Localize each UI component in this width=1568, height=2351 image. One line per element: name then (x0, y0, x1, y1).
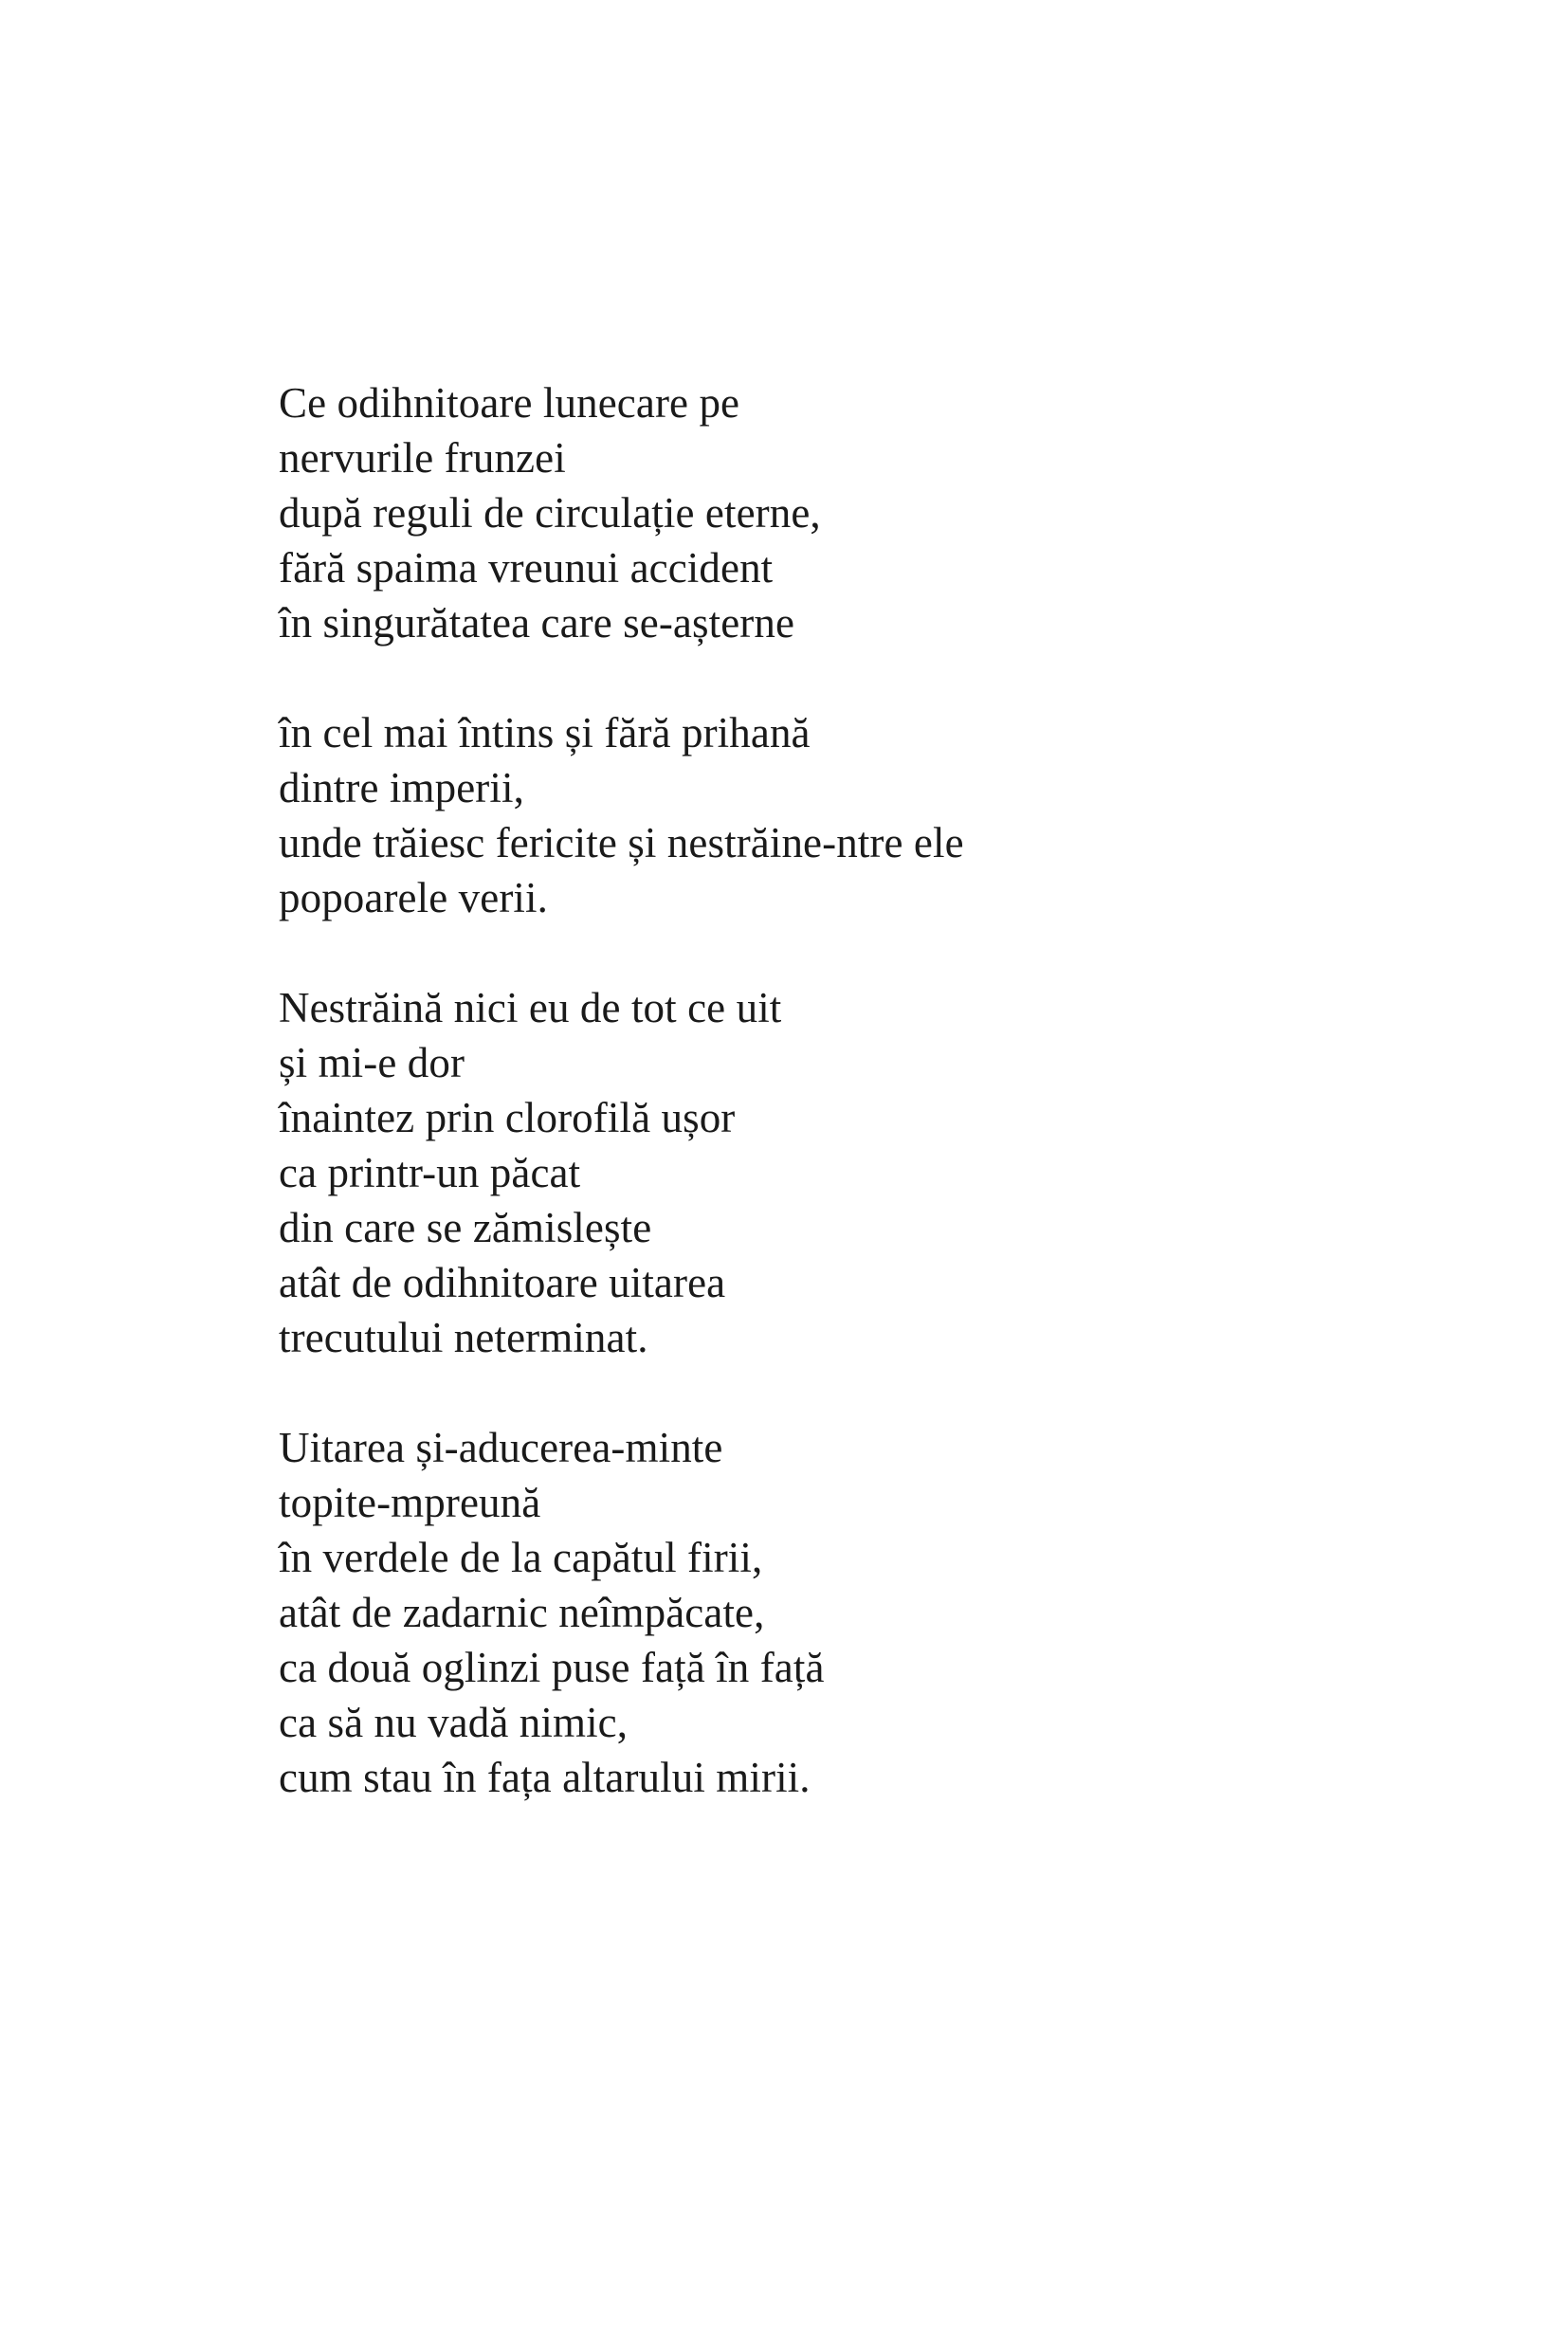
poem-line: și mi-e dor (279, 1039, 465, 1086)
poem-line: din care se zămislește (279, 1204, 652, 1251)
poem-line: în singurătatea care se-așterne (279, 599, 795, 647)
poem-line: Uitarea și-aducerea-minte (279, 1424, 723, 1471)
poem-line: ca două oglinzi puse față în față (279, 1644, 825, 1691)
poem-stanza-4 (279, 1420, 1464, 1805)
poem-line: popoarele verii. (279, 874, 548, 921)
poem-stanza-3 (279, 980, 1464, 1365)
poem-line: după reguli de circulație eterne, (279, 489, 821, 537)
poem-line: dintre imperii, (279, 764, 524, 811)
poem-line: Nestrăină nici eu de tot ce uit (279, 984, 782, 1031)
poem-line: Ce odihnitoare lunecare pe (279, 379, 740, 427)
poem-line: topite-mpreună (279, 1479, 541, 1526)
poem-line: unde trăiesc fericite și nestrăine-ntre ele (279, 819, 964, 866)
poem-stanza-1 (279, 375, 1464, 650)
poem-line: în cel mai întins și fără prihană (279, 709, 811, 756)
poem-line: atât de zadarnic neîmpăcate, (279, 1589, 765, 1636)
poem-line: cum stau în fața altarului mirii. (279, 1754, 811, 1801)
poem-body (279, 375, 1464, 1805)
poem-stanza-2 (279, 705, 1464, 925)
poem-line: ca să nu vadă nimic, (279, 1699, 629, 1746)
poem-line: trecutului neterminat. (279, 1314, 648, 1361)
poem-line: ca printr-un păcat (279, 1149, 581, 1196)
poem-line: fără spaima vreunui accident (279, 544, 774, 592)
poem-line: înaintez prin clorofilă ușor (279, 1094, 736, 1141)
poem-line: nervurile frunzei (279, 434, 566, 482)
poem-line: atât de odihnitoare uitarea (279, 1259, 726, 1306)
poem-line: în verdele de la capătul firii, (279, 1534, 763, 1581)
